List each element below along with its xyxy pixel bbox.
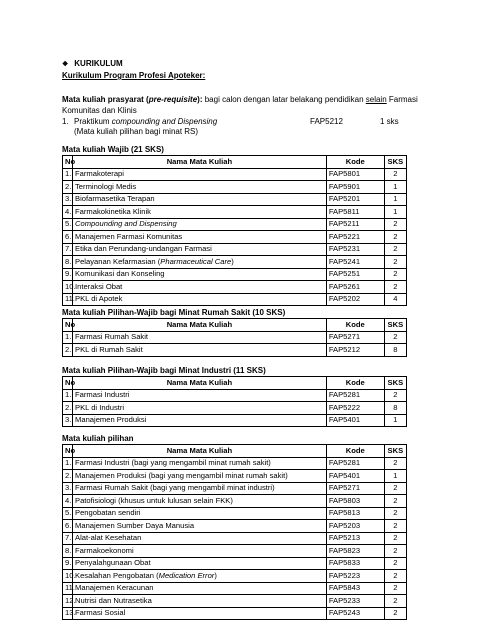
row-name: Manajemen Farmasi Komunitas [73, 231, 327, 244]
table-row [63, 281, 407, 294]
row-name: Nutrisi dan Nutrasetika [73, 595, 327, 608]
prereq-note: (Mata kuliah pilihan bagi minat RS) [74, 127, 199, 136]
row-code: FAP5843 [326, 582, 384, 595]
row-code: FAP5223 [326, 570, 384, 583]
row-sks: 1 [384, 181, 406, 194]
table-row [63, 545, 407, 558]
wajib-title: Mata kuliah Wajib (21 SKS) [62, 145, 164, 154]
row-no: 8. [63, 545, 73, 558]
table-row [63, 582, 407, 595]
row-name: Farmasi Industri (bagi yang mengambil minat rumah sakit) [73, 457, 327, 470]
row-code: FAP5202 [326, 293, 384, 306]
row-no: 1. [63, 457, 73, 470]
row-code: FAP5222 [326, 402, 384, 415]
row-no: 12. [63, 595, 73, 608]
row-no: 8. [63, 256, 73, 269]
row-sks: 2 [384, 281, 406, 294]
row-name: PKL di Rumah Sakit [73, 344, 327, 357]
row-code: FAP5833 [326, 557, 384, 570]
row-sks: 4 [384, 293, 406, 306]
row-no: 5. [63, 507, 73, 520]
row-no: 2. [63, 470, 73, 483]
table-row [63, 193, 407, 206]
table-row [63, 231, 407, 244]
col-name: Nama Mata Kuliah [73, 156, 327, 169]
row-sks: 8 [384, 402, 406, 415]
row-no: 1. [63, 331, 73, 344]
row-name: Farmakokinetika Klinik [73, 206, 327, 219]
row-name: Farmasi Industri [73, 389, 327, 402]
row-sks: 2 [384, 218, 406, 231]
table-row [63, 168, 407, 181]
row-sks: 2 [384, 268, 406, 281]
row-no: 3. [63, 482, 73, 495]
row-name: Komunikasi dan Konseling [73, 268, 327, 281]
table-header-row: No Nama Mata Kuliah Kode SKS [63, 377, 407, 390]
prereq-line2: Komunitas dan Klinis [62, 106, 137, 115]
pilihan-title: Mata kuliah pilihan [62, 434, 134, 443]
section-title: KURIKULUM [74, 59, 123, 68]
row-sks: 1 [384, 193, 406, 206]
row-sks: 1 [384, 206, 406, 219]
row-name: Farmasi Sosial [73, 607, 327, 620]
row-name: Farmakoekonomi [73, 545, 327, 558]
table-row [63, 243, 407, 256]
row-name: Biofarmasetika Terapan [73, 193, 327, 206]
row-sks: 1 [384, 470, 406, 483]
row-sks: 2 [384, 520, 406, 533]
section-heading [62, 59, 123, 70]
industri-title: Mata kuliah Pilihan-Wajib bagi Minat Industri (11 SKS) [62, 366, 266, 375]
table-row [63, 607, 407, 620]
row-sks: 2 [384, 168, 406, 181]
row-code: FAP5401 [326, 470, 384, 483]
row-code: FAP5241 [326, 256, 384, 269]
industri-table [62, 376, 407, 427]
row-sks: 2 [384, 557, 406, 570]
table-row [63, 507, 407, 520]
row-no: 5. [63, 218, 73, 231]
row-no: 1. [63, 168, 73, 181]
table-row [63, 402, 407, 415]
row-name: Patofisiologi (khusus untuk lulusan selain FKK) [73, 495, 327, 508]
row-name: Terminologi Medis [73, 181, 327, 194]
row-code: FAP5813 [326, 507, 384, 520]
row-name: Penyalahgunaan Obat [73, 557, 327, 570]
row-sks: 2 [384, 507, 406, 520]
row-no: 2. [63, 344, 73, 357]
row-no: 4. [63, 495, 73, 508]
table-row [63, 457, 407, 470]
table-row [63, 389, 407, 402]
table-row [63, 482, 407, 495]
table-row [63, 331, 407, 344]
row-name: Kesalahan Pengobatan (Medication Error) [73, 570, 327, 583]
diamond-bullet-icon: ❖ [62, 61, 69, 68]
row-no: 3. [63, 193, 73, 206]
row-code: FAP5203 [326, 520, 384, 533]
row-no: 11. [63, 582, 73, 595]
row-name: Pelayanan Kefarmasian (Pharmaceutical Care) [73, 256, 327, 269]
row-sks: 2 [384, 389, 406, 402]
col-kode: Kode [326, 156, 384, 169]
row-sks: 2 [384, 607, 406, 620]
rs-title: Mata kuliah Pilihan-Wajib bagi Minat Rumah Sakit (10 SKS) [62, 308, 286, 317]
table-header-row: No Nama Mata Kuliah Kode SKS [63, 319, 407, 332]
row-code: FAP5201 [326, 193, 384, 206]
row-code: FAP5243 [326, 607, 384, 620]
row-sks: 2 [384, 545, 406, 558]
row-sks: 1 [384, 414, 406, 427]
table-row [63, 414, 407, 427]
row-sks: 8 [384, 344, 406, 357]
row-code: FAP5211 [326, 218, 384, 231]
row-no: 1. [63, 389, 73, 402]
row-name: Manajemen Produksi (bagi yang mengambil minat rumah sakit) [73, 470, 327, 483]
table-row [63, 470, 407, 483]
prereq-item: 1. Praktikum compounding and Dispensing FAP5212 1 sks [62, 117, 399, 126]
row-name: PKL di Apotek [73, 293, 327, 306]
table-row [63, 595, 407, 608]
row-sks: 2 [384, 595, 406, 608]
table-row [63, 495, 407, 508]
row-sks: 2 [384, 331, 406, 344]
row-sks: 2 [384, 256, 406, 269]
table-row [63, 256, 407, 269]
row-sks: 2 [384, 457, 406, 470]
prereq-paragraph: Mata kuliah prasyarat (pre-requisite): bagi calon dengan latar belakang pendidikan selain Farmasi [62, 95, 418, 104]
row-sks: 2 [384, 231, 406, 244]
table-row [63, 293, 407, 306]
row-name: Compounding and Dispensing [73, 218, 327, 231]
row-code: FAP5212 [326, 344, 384, 357]
row-code: FAP5213 [326, 532, 384, 545]
row-sks: 2 [384, 570, 406, 583]
curriculum-subheading: Kurikulum Program Profesi Apoteker: [62, 71, 206, 80]
row-code: FAP5801 [326, 168, 384, 181]
row-name: Alat-alat Kesehatan [73, 532, 327, 545]
row-no: 2. [63, 181, 73, 194]
row-no: 10. [63, 281, 73, 294]
table-row [63, 344, 407, 357]
row-no: 6. [63, 520, 73, 533]
row-name: Farmakoterapi [73, 168, 327, 181]
table-row [63, 520, 407, 533]
row-sks: 2 [384, 582, 406, 595]
row-no: 9. [63, 557, 73, 570]
table-row [63, 218, 407, 231]
row-code: FAP5803 [326, 495, 384, 508]
row-name: Pengobatan sendiri [73, 507, 327, 520]
row-no: 9. [63, 268, 73, 281]
row-sks: 2 [384, 243, 406, 256]
row-name: Interaksi Obat [73, 281, 327, 294]
row-code: FAP5221 [326, 231, 384, 244]
row-sks: 2 [384, 482, 406, 495]
row-code: FAP5233 [326, 595, 384, 608]
table-row [63, 268, 407, 281]
row-name: Manajemen Sumber Daya Manusia [73, 520, 327, 533]
row-no: 7. [63, 243, 73, 256]
table-row [63, 570, 407, 583]
col-no: No [63, 156, 73, 169]
row-sks: 2 [384, 532, 406, 545]
row-name: Manajemen Keracunan [73, 582, 327, 595]
row-sks: 2 [384, 495, 406, 508]
row-code: FAP5901 [326, 181, 384, 194]
row-name: PKL di Industri [73, 402, 327, 415]
pilihan-table [62, 444, 407, 620]
rs-table [62, 318, 407, 357]
table-row [63, 557, 407, 570]
table-header-row: No Nama Mata Kuliah Kode SKS [63, 445, 407, 458]
row-name: Farmasi Rumah Sakit (bagi yang mengambil minat industri) [73, 482, 327, 495]
row-code: FAP5271 [326, 331, 384, 344]
row-code: FAP5281 [326, 389, 384, 402]
col-sks: SKS [384, 156, 406, 169]
row-code: FAP5401 [326, 414, 384, 427]
row-no: 2. [63, 402, 73, 415]
table-row [63, 181, 407, 194]
row-no: 7. [63, 532, 73, 545]
row-code: FAP5271 [326, 482, 384, 495]
row-code: FAP5261 [326, 281, 384, 294]
table-header-row [63, 156, 407, 169]
prereq-code: FAP5212 [310, 117, 343, 126]
row-code: FAP5251 [326, 268, 384, 281]
row-name: Etika dan Perundang-undangan Farmasi [73, 243, 327, 256]
row-no: 6. [63, 231, 73, 244]
row-code: FAP5823 [326, 545, 384, 558]
row-code: FAP5811 [326, 206, 384, 219]
row-no: 4. [63, 206, 73, 219]
row-no: 10. [63, 570, 73, 583]
row-no: 13. [63, 607, 73, 620]
row-code: FAP5231 [326, 243, 384, 256]
row-no: 3. [63, 414, 73, 427]
wajib-table [62, 155, 407, 306]
prereq-sks: 1 sks [380, 117, 399, 126]
table-row [63, 206, 407, 219]
row-code: FAP5281 [326, 457, 384, 470]
row-name: Farmasi Rumah Sakit [73, 331, 327, 344]
row-name: Manajemen Produksi [73, 414, 327, 427]
table-row [63, 532, 407, 545]
row-no: 11. [63, 293, 73, 306]
